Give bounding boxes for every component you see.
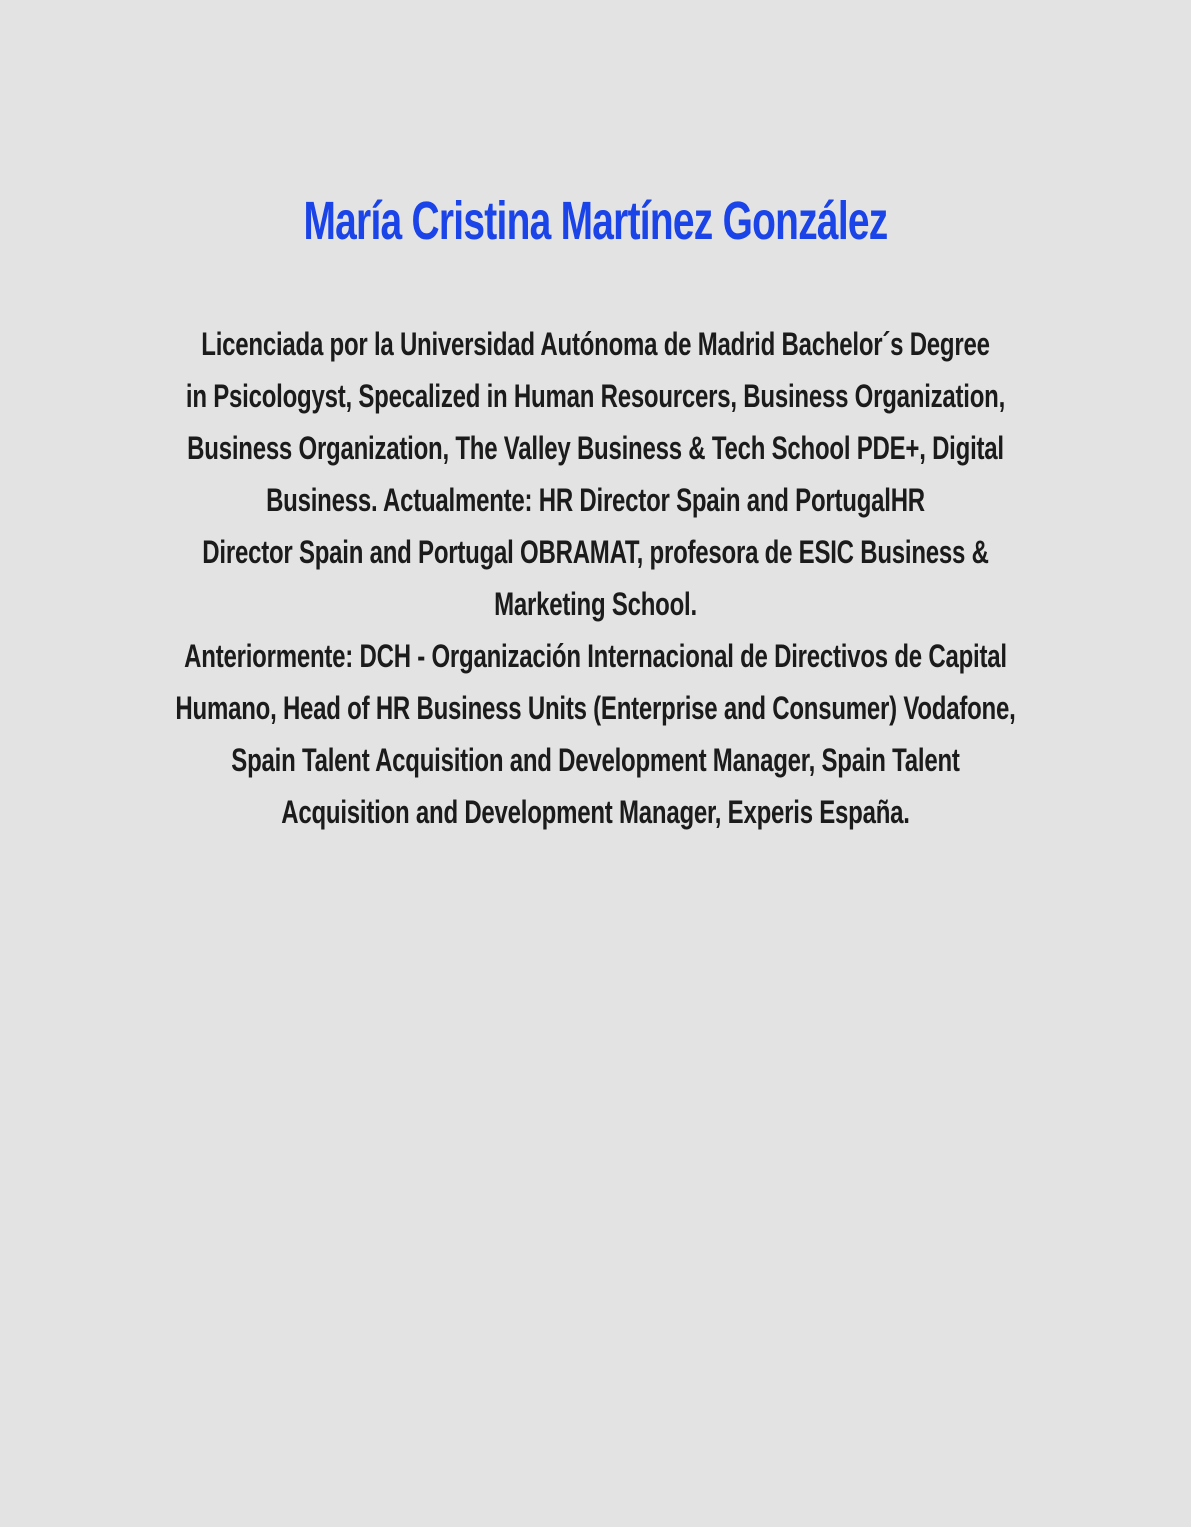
bio-paragraph bbox=[149, 318, 1042, 838]
bio-line: Licenciada por la Universidad Autónoma de Madrid Bachelor´s Degree bbox=[201, 326, 990, 362]
bio-line: Humano, Head of HR Business Units (Enterprise and Consumer) Vodafone, bbox=[175, 690, 1016, 726]
bio-line: Business. Actualmente: HR Director Spain and PortugalHR bbox=[266, 482, 925, 518]
bio-line: Business Organization, The Valley Business & Tech School PDE+, Digital bbox=[187, 430, 1004, 466]
bio-line: Marketing School. bbox=[494, 586, 697, 622]
bio-line: Acquisition and Development Manager, Experis España. bbox=[281, 794, 910, 830]
bio-line: Anteriormente: DCH - Organización Internacional de Directivos de Capital bbox=[184, 638, 1007, 674]
bio-line: Director Spain and Portugal OBRAMAT, profesora de ESIC Business & bbox=[202, 534, 989, 570]
bio-line: Spain Talent Acquisition and Development Manager, Spain Talent bbox=[231, 742, 960, 778]
page-title: María Cristina Martínez González bbox=[303, 191, 888, 251]
bio-line: in Psicologyst, Specalized in Human Resourcers, Business Organization, bbox=[185, 378, 1006, 414]
